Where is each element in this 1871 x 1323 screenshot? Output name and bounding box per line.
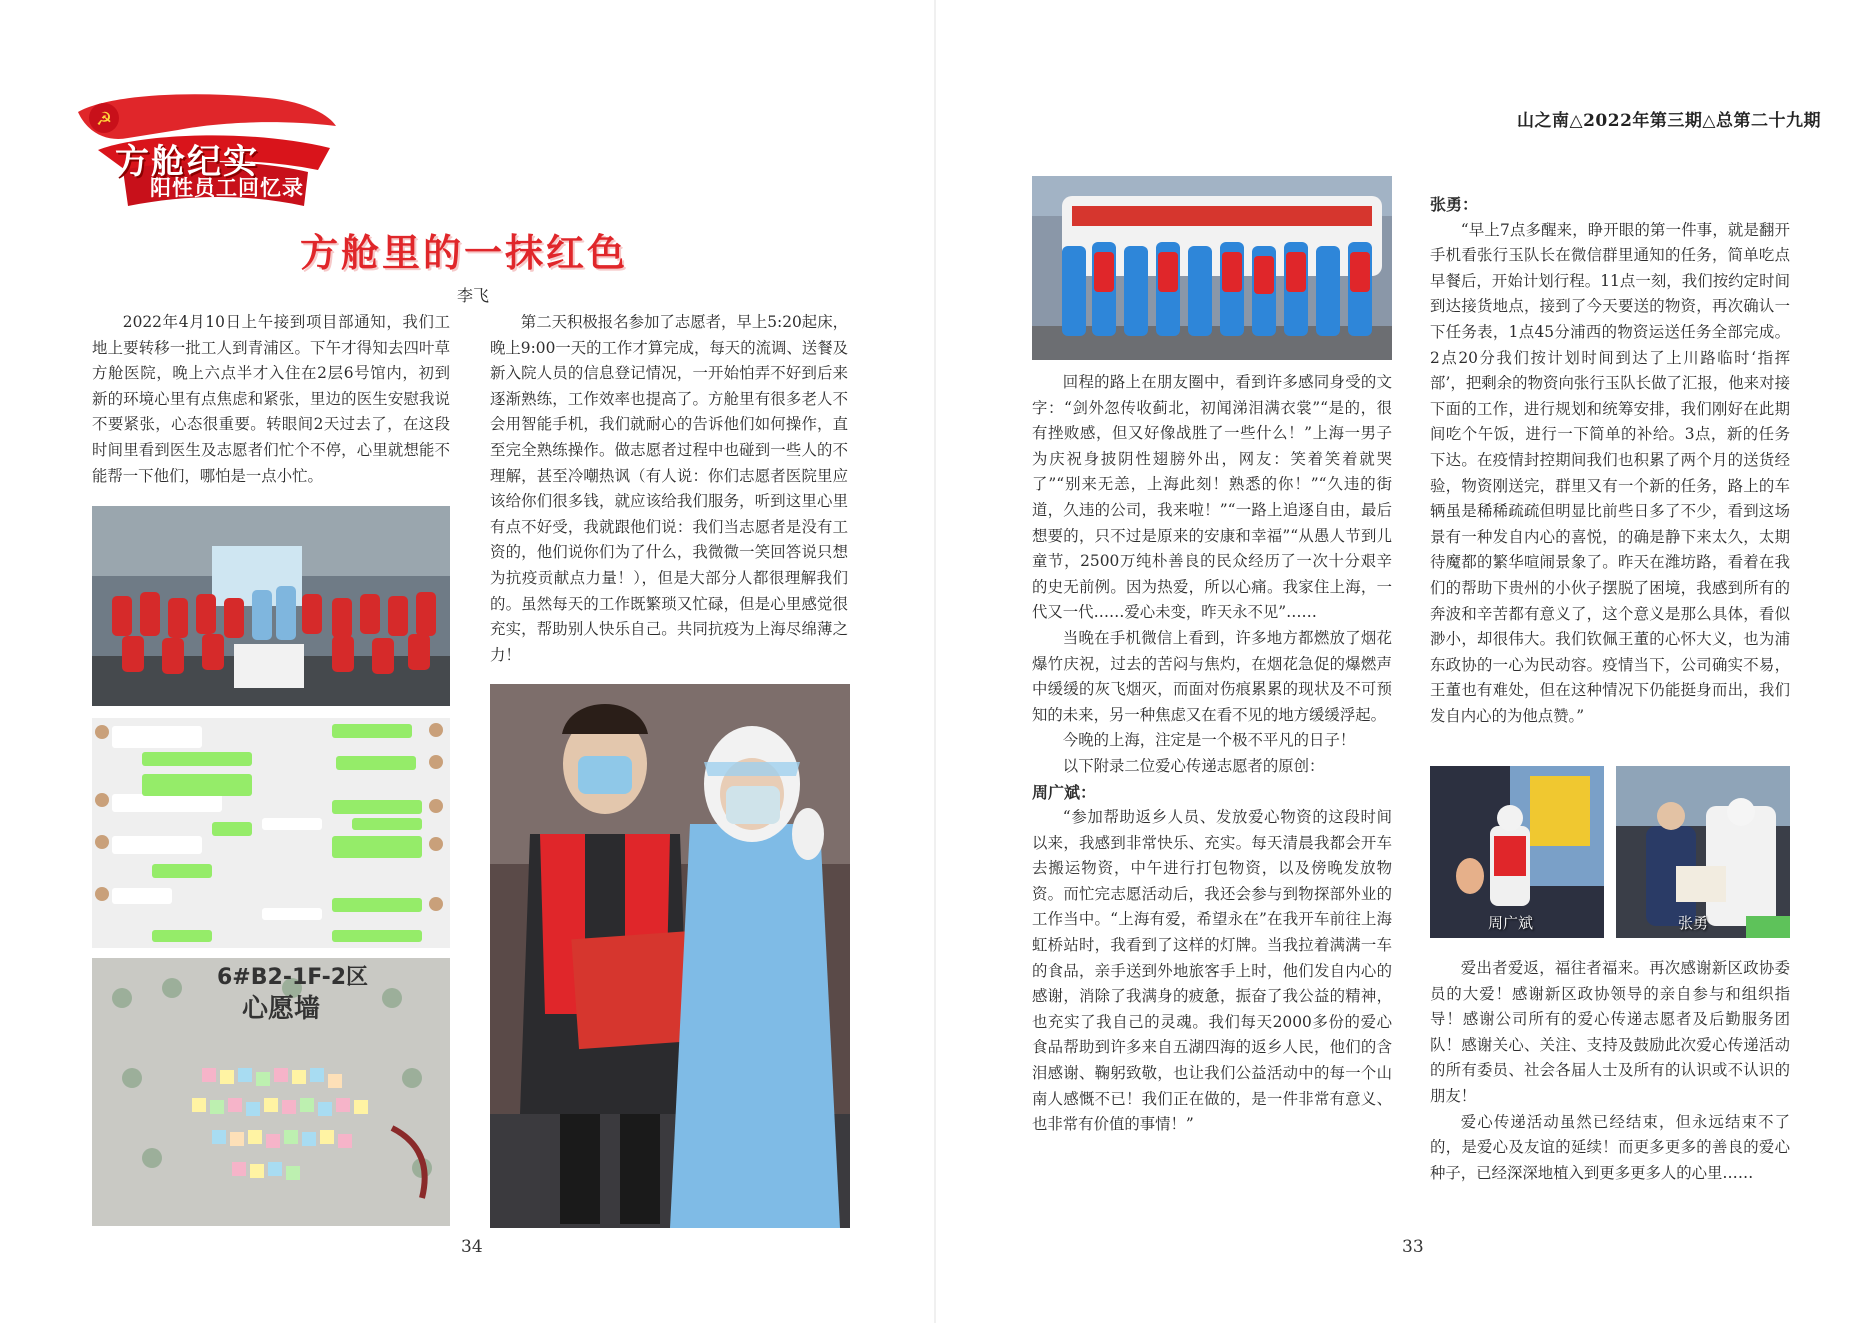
contributor-name: 周广斌： — [1032, 782, 1097, 802]
right-page — [936, 0, 1871, 1323]
volunteer-with-doctor-photo — [490, 684, 850, 1228]
paragraph: 2022年4月10日上午接到项目部通知，我们工地上要转移一批工人到青浦区。下午才得知去四叶草方舱医院，晚上六点半才入住在2层6号馆内，初到新的环境心里有点焦虑和紧张，里边的医生安慰我说不要紧张，心态很重要。转眼间2天过去了，在这段时间里看到医生及志愿者们忙个不停，心里就想能不能帮一下他们，哪怕是一点小忙。 — [92, 313, 450, 485]
badge-subtitle: 阳性员工回忆录 — [150, 176, 304, 200]
author: 李飞 — [457, 286, 490, 305]
chat-screenshot — [92, 718, 450, 948]
page-number-right: 33 — [1402, 1237, 1424, 1257]
volunteer-group-photo — [92, 506, 450, 706]
right-col2-closing-text — [1430, 956, 1790, 1186]
article-title: 方舱里的一抹红色 — [300, 231, 629, 275]
paragraph: 回程的路上在朋友圈中，看到许多感同身受的文字：“剑外忽传收蓟北，初闻涕泪满衣裳”“是的，很有挫败感，但又好像战胜了一些什么！”上海一男子为庆祝身披阴性翅膀外出，网友：笑着笑着就哭了”“别来无恙，上海此刻！熟悉的你！”“久违的街道，久违的公司，我来啦！”“一路上追逐自由，最后想要的，只不过是原来的安康和幸福”“从愚人节到儿童节，2500万纯朴善良的民众经历了一次十分艰辛的史无前例。因为热爱，所以心痛。我家住上海，一代又一代……爱心未变，昨天永不见”…… — [1032, 373, 1392, 622]
page-number-left: 34 — [461, 1237, 483, 1257]
photo-caption: 周广斌 — [1488, 914, 1534, 932]
zhang-yong-photo — [1616, 766, 1790, 938]
photo-caption: 张勇 — [1678, 914, 1709, 932]
bus-group-photo — [1032, 176, 1392, 360]
left-col1-text — [92, 310, 450, 489]
paragraph: “早上7点多醒来，睁开眼的第一件事，就是翻开手机看张行玉队长在微信群里通知的任务，简单吃点早餐后，开始计划行程。11点一刻，我们按约定时间到达接货地点，接到了今天要送的物资，再次确认一下任务表，1点45分浦西的物资运送任务全部完成。2点20分我们按计划时间到达了上川路临时‘指挥部’，把剩余的物资向张行玉队长做了汇报，他来对接下面的工作，进行规划和统筹安排，我们刚好在此期间吃个午饭，进行一下简单的补给。3点，新的任务下达。在疫情封控期间我们也积累了两个月的送货经验，物资刚送完，群里又有一个新的任务，路上的车辆虽是稀稀疏疏但明显比前些日多了不少，看到这场景有一种发自内心的喜悦，的确是静下来太久，太期待魔都的繁华喧闹景象了。昨天在潍坊路，看着在我们的帮助下贵州的小伙子摆脱了困境，我感到所有的奔波和辛苦都有意义了，这个意义是那么具体，看似渺小，却很伟大。我们钦佩王董的心怀大义，也为浦东政协的一心为民动容。疫情当下，公司确实不易，王董也有难处，但在这种情况下仍能挺身而出，我们发自内心的为他点赞。” — [1430, 220, 1790, 725]
journal-header: 山之南△2022年第三期△总第二十九期 — [1517, 111, 1821, 131]
paragraph: 以下附录二位爱心传递志愿者的原创： — [1062, 756, 1325, 775]
zhou-guangbin-photo — [1430, 766, 1604, 938]
paragraph: “参加帮助返乡人员、发放爱心物资的这段时间以来，我感到非常快乐、充实。每天清晨我都会开车去搬运物资，中午进行打包物资，以及傍晚发放物资。而忙完志愿活动后，我还会参与到物探部外业的工作当中。“上海有爱，希望永在”在我开车前往上海虹桥站时，我看到了这样的灯牌。当我拉着满满一车的食品，亲手送到外地旅客手上时，他们发自内心的感谢，消除了我满身的疲惫，振奋了我公益的精神，也充实了我自己的灵魂。我们每天2000多份的爱心食品帮助到许多来自五湖四海的返乡人民，他们的含泪感谢、鞠躬致敬，也让我们公益活动中的每一个山南人感慨不已！我们正在做的，是一件非常有意义、也非常有价值的事情！” — [1032, 808, 1392, 1134]
contributor-name: 张勇： — [1430, 195, 1479, 214]
paragraph: 当晚在手机微信上看到，许多地方都燃放了烟花爆竹庆祝，过去的苦闷与焦灼，在烟花急促的爆燃声中缓缓的灰飞烟灭，而面对伤痕累累的现状及不可预知的未来，另一种焦虑又在看不见的地方缓缓浮起。 — [1032, 628, 1392, 724]
svg-text:☭: ☭ — [96, 109, 113, 130]
wish-wall-zone-label: 6#B2-1F-2区 — [217, 965, 369, 990]
wish-wall-label: 心愿墙 — [242, 994, 321, 1024]
left-page — [0, 0, 935, 1323]
paragraph: 爱出者爱返，福往者福来。再次感谢新区政协委员的大爱！感谢新区政协领导的亲自参与和组织指导！感谢公司所有的爱心传递志愿者及后勤服务团队！感谢关心、关注、支持及鼓励此次爱心传递活动的所有委员、社会各届人士及所有的认识或不认识的朋友！ — [1430, 959, 1790, 1105]
right-col1-text — [1032, 370, 1392, 1138]
badge-title: 方舱纪实 — [115, 142, 259, 182]
wish-wall-photo — [92, 958, 450, 1226]
right-col2-text — [1430, 192, 1790, 729]
paragraph: 第二天积极报名参加了志愿者，早上5:20起床，晚上9:00一天的工作才算完成，每天的流调、送餐及新入院人员的信息登记情况，一开始怕弄不好到后来逐渐熟练，工作效率也提高了。方舱里有很多老人不会用智能手机，我们就耐心的告诉他们如何操作，直至完全熟练操作。做志愿者过程中也碰到一些人的不理解，甚至冷嘲热讽（有人说：你们志愿者医院里应该给你们很多钱，就应该给我们服务，听到这里心里有点不好受，我就跟他们说：我们当志愿者是没有工资的，他们说你们为了什么，我微微一笑回答说只想为抗疫贡献点力量！），但是大部分人都很理解我们的。虽然每天的工作既繁琐又忙碌，但是心里感觉很充实，帮助别人快乐自己。共同抗疫为上海尽绵薄之力！ — [490, 313, 848, 664]
paragraph: 今晚的上海，注定是一个极不平凡的日子！ — [1062, 731, 1356, 750]
paragraph: 爱心传递活动虽然已经结束，但永远结束不了的，是爱心及友谊的延续！而更多更多的善良的爱心种子，已经深深地植入到更多更多人的心里…… — [1430, 1112, 1790, 1182]
left-col2-text — [490, 310, 848, 668]
